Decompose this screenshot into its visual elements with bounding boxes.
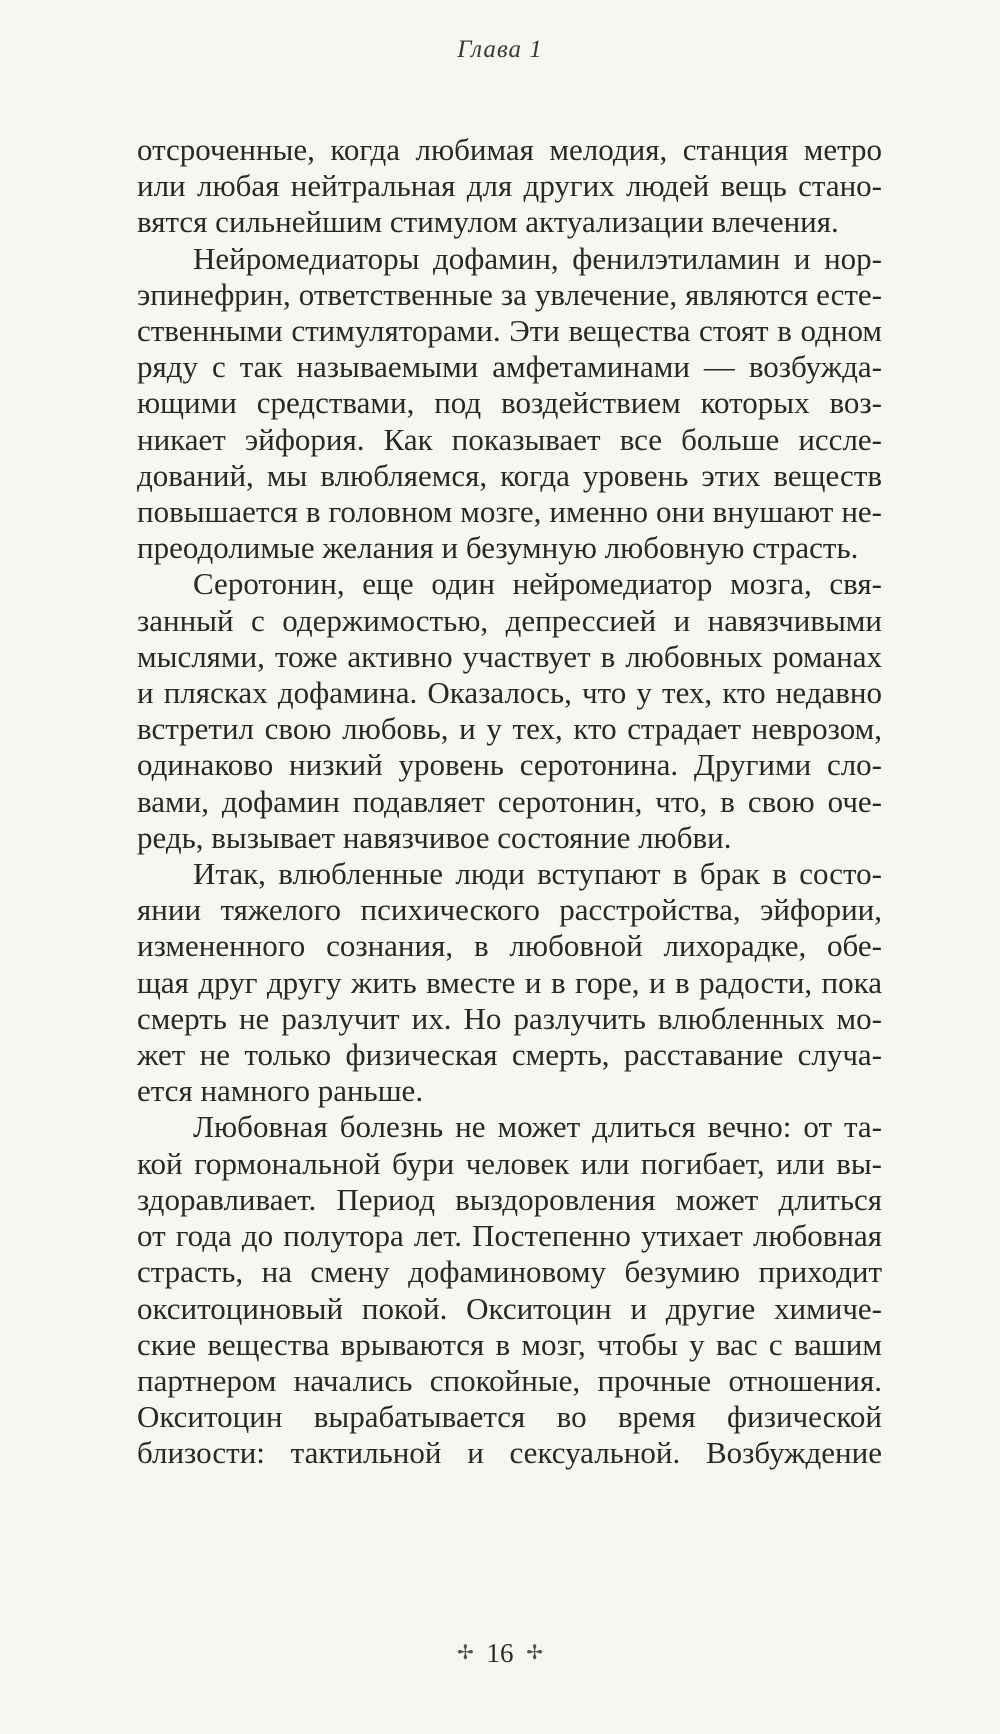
text-line: измененного сознания, в любовной лихорадке, обе-: [137, 928, 882, 964]
text-line: эпинефрин, ответственные за увлечение, являются есте-: [137, 276, 882, 312]
text-line: встретил свою любовь, и у тех, кто страдает неврозом,: [137, 711, 882, 747]
page-body-text: [137, 132, 882, 1472]
text-line: Окситоцин вырабатывается во время физической: [137, 1399, 882, 1435]
text-line: близости: тактильной и сексуальной. Возбуждение: [137, 1435, 882, 1471]
text-line: Нейромедиаторы дофамин, фенилэтиламин и нор-: [193, 240, 882, 276]
text-line: или любая нейтральная для других людей вещь стано-: [137, 168, 882, 204]
text-line: ряду с так называемыми амфетаминами — возбужда-: [137, 349, 882, 385]
text-line: Любовная болезнь не может длиться вечно: от та-: [193, 1109, 882, 1145]
text-line: здоравливает. Период выздоровления может длиться: [137, 1181, 882, 1217]
page-number: 16: [486, 1638, 514, 1668]
text-line: кой гормональной бури человек или погибает, или вы-: [137, 1145, 882, 1181]
text-line: отсроченные, когда любимая мелодия, станция метро: [137, 132, 882, 167]
text-line: одинаково низкий уровень серотонина. Другими сло-: [137, 747, 882, 783]
text-line: янии тяжелого психического расстройства, эйфории,: [137, 892, 882, 928]
text-line: дований, мы влюбляемся, когда уровень этих веществ: [137, 457, 882, 493]
text-line: мыслями, тоже активно участвует в любовных романах: [137, 638, 882, 674]
text-line: ственными стимуляторами. Эти вещества стоят в одном: [137, 313, 882, 349]
running-head-chapter: Глава 1: [457, 36, 543, 63]
text-line: партнером начались спокойные, прочные отношения.: [137, 1362, 882, 1398]
text-line: и плясках дофамина. Оказалось, что у тех, кто недавно: [137, 675, 882, 711]
text-line: ские вещества врываются в мозг, чтобы у вас с вашим: [137, 1326, 882, 1362]
text-line: занный с одержимостью, депрессией и навязчивыми: [137, 602, 882, 638]
text-line: ющими средствами, под воздействием которых воз-: [137, 385, 882, 421]
text-line: вами, дофамин подавляет серотонин, что, в свою оче-: [137, 783, 882, 819]
text-line: жет не только физическая смерть, расставание случа-: [137, 1037, 882, 1073]
text-line: Итак, влюбленные люди вступают в брак в состо-: [193, 856, 882, 892]
text-line: страсть, на смену дофаминовому безумию приходит: [137, 1254, 882, 1290]
ornament-left-icon: ✢: [456, 1642, 474, 1664]
text-line: смерть не разлучит их. Но разлучить влюбленных мо-: [137, 1000, 882, 1036]
text-line: никает эйфория. Как показывает все больше иссле-: [137, 421, 882, 457]
text-line: ется намного раньше.: [137, 1073, 424, 1109]
text-line: преодолимые желания и безумную любовную страсть.: [137, 530, 859, 566]
text-line: редь, вызывает навязчивое состояние любви.: [137, 819, 732, 855]
ornament-right-icon: ✢: [526, 1642, 544, 1664]
text-line: вятся сильнейшим стимулом актуализации влечения.: [137, 204, 839, 240]
text-line: окситоциновый покой. Окситоцин и другие химиче-: [137, 1290, 882, 1326]
page-folio: [0, 1638, 1000, 1669]
text-line: Серотонин, еще один нейромедиатор мозга, свя-: [193, 566, 882, 602]
text-line: от года до полутора лет. Постепенно утихает любовная: [137, 1218, 882, 1254]
text-line: повышается в головном мозге, именно они внушают не-: [137, 494, 882, 530]
text-line: щая друг другу жить вместе и в горе, и в радости, пока: [137, 964, 882, 1000]
